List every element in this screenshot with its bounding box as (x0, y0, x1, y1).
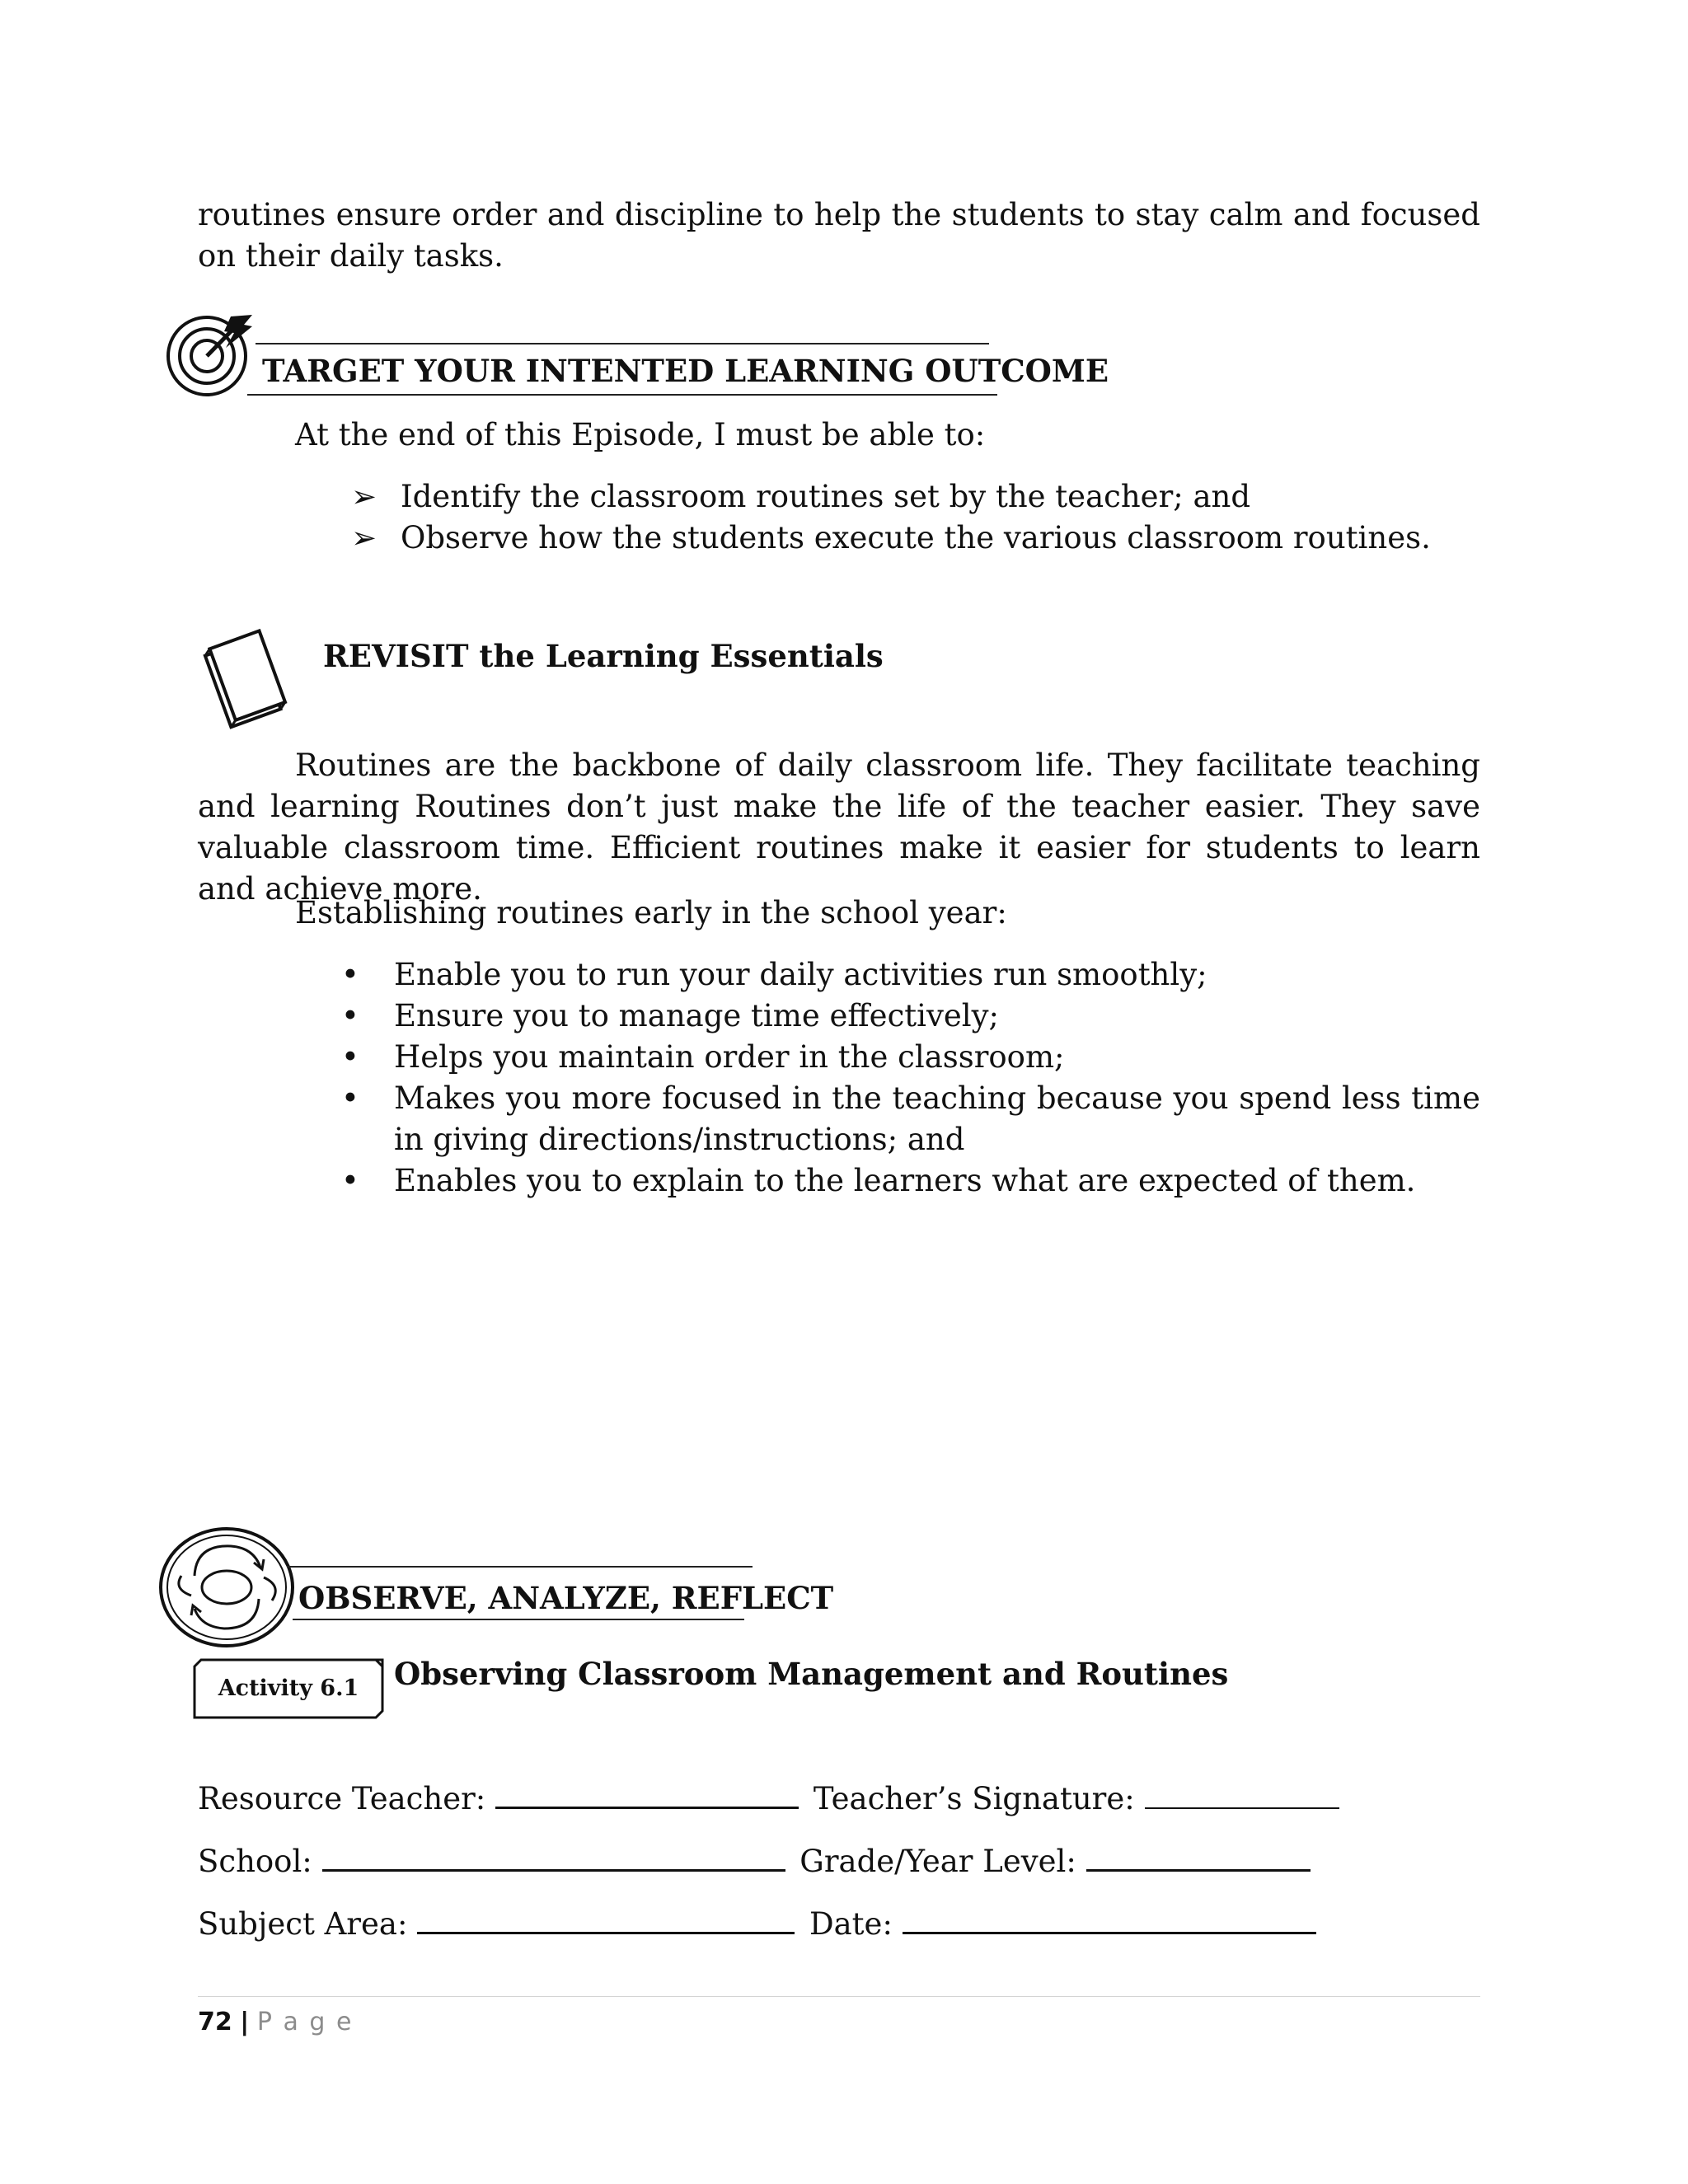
outcome-lead: At the end of this Episode, I must be able to: (295, 417, 986, 452)
arrowhead-bullet-icon: ➢ (351, 479, 377, 514)
school-field[interactable] (322, 1869, 785, 1872)
grade-level-field[interactable] (1086, 1869, 1311, 1872)
footer-separator: | (240, 2008, 250, 2036)
intro-paragraph: routines ensure order and discipline to help the students to stay calm and focused on their daily tasks. (198, 197, 1480, 274)
form-row-1 (198, 1779, 1339, 1820)
date-label: Date: (809, 1906, 893, 1942)
subject-area-field[interactable] (417, 1932, 795, 1934)
date-field[interactable] (903, 1932, 1316, 1934)
observe-heading: OBSERVE, ANALYZE, REFLECT (298, 1580, 834, 1616)
cycle-icon (158, 1526, 295, 1648)
footer-rule (198, 1996, 1480, 1997)
bullet-icon: • (341, 998, 359, 1033)
subject-area-label: Subject Area: (198, 1906, 408, 1942)
activity-label: Activity 6.1 (218, 1675, 359, 1701)
resource-teacher-field[interactable] (495, 1807, 799, 1809)
revisit-lead: Establishing routines early in the school year: (295, 895, 1007, 930)
list-item: • Ensure you to manage time effectively; (338, 996, 1480, 1037)
teacher-signature-field[interactable] (1145, 1807, 1339, 1809)
outcome-heading-bottom-rule (247, 394, 997, 396)
page-word: P a g e (256, 2008, 354, 2036)
observe-heading-bottom-rule (293, 1619, 744, 1620)
bullet-icon: • (341, 1080, 359, 1116)
outcome-heading-top-rule (256, 343, 989, 344)
target-icon (165, 315, 256, 397)
resource-teacher-label: Resource Teacher: (198, 1781, 486, 1816)
list-item: • Enables you to explain to the learners what are expected of them. (338, 1160, 1480, 1202)
outcome-list (351, 476, 1505, 559)
list-item: • Helps you maintain order in the classroom; (338, 1037, 1480, 1078)
form-row-2 (198, 1841, 1311, 1882)
revisit-heading: REVISIT the Learning Essentials (323, 638, 884, 674)
list-item: • Makes you more focused in the teaching because you spend less time in giving directions/instructions; and (338, 1078, 1480, 1160)
book-icon (198, 626, 297, 733)
list-item: • Enable you to run your daily activities run smoothly; (338, 954, 1480, 996)
bullet-icon: • (341, 957, 359, 992)
form-row-3 (198, 1904, 1316, 1945)
list-item: ➢ Identify the classroom routines set by the teacher; and (351, 476, 1505, 518)
bullet-icon: • (341, 1039, 359, 1075)
list-item: ➢ Observe how the students execute the various classroom routines. (351, 518, 1505, 559)
arrowhead-bullet-icon: ➢ (351, 520, 377, 555)
page-footer (198, 2006, 353, 2039)
activity-title: Observing Classroom Management and Routines (394, 1656, 1229, 1692)
grade-level-label: Grade/Year Level: (799, 1844, 1076, 1879)
revisit-paragraph: Routines are the backbone of daily classroom life. They facilitate teaching and learning Routines don’t just make the life of the teacher easier. They save valuable classroom time. Efficient routines make it easier for students to learn and achieve more. (198, 748, 1480, 907)
outcome-heading: TARGET YOUR INTENTED LEARNING OUTCOME (262, 353, 1109, 389)
routine-benefits-list (338, 954, 1480, 1202)
bullet-icon: • (341, 1163, 359, 1198)
page-number: 72 (198, 2008, 232, 2036)
school-label: School: (198, 1844, 312, 1879)
observe-heading-top-rule (287, 1566, 753, 1568)
teacher-signature-label: Teacher’s Signature: (813, 1781, 1135, 1816)
